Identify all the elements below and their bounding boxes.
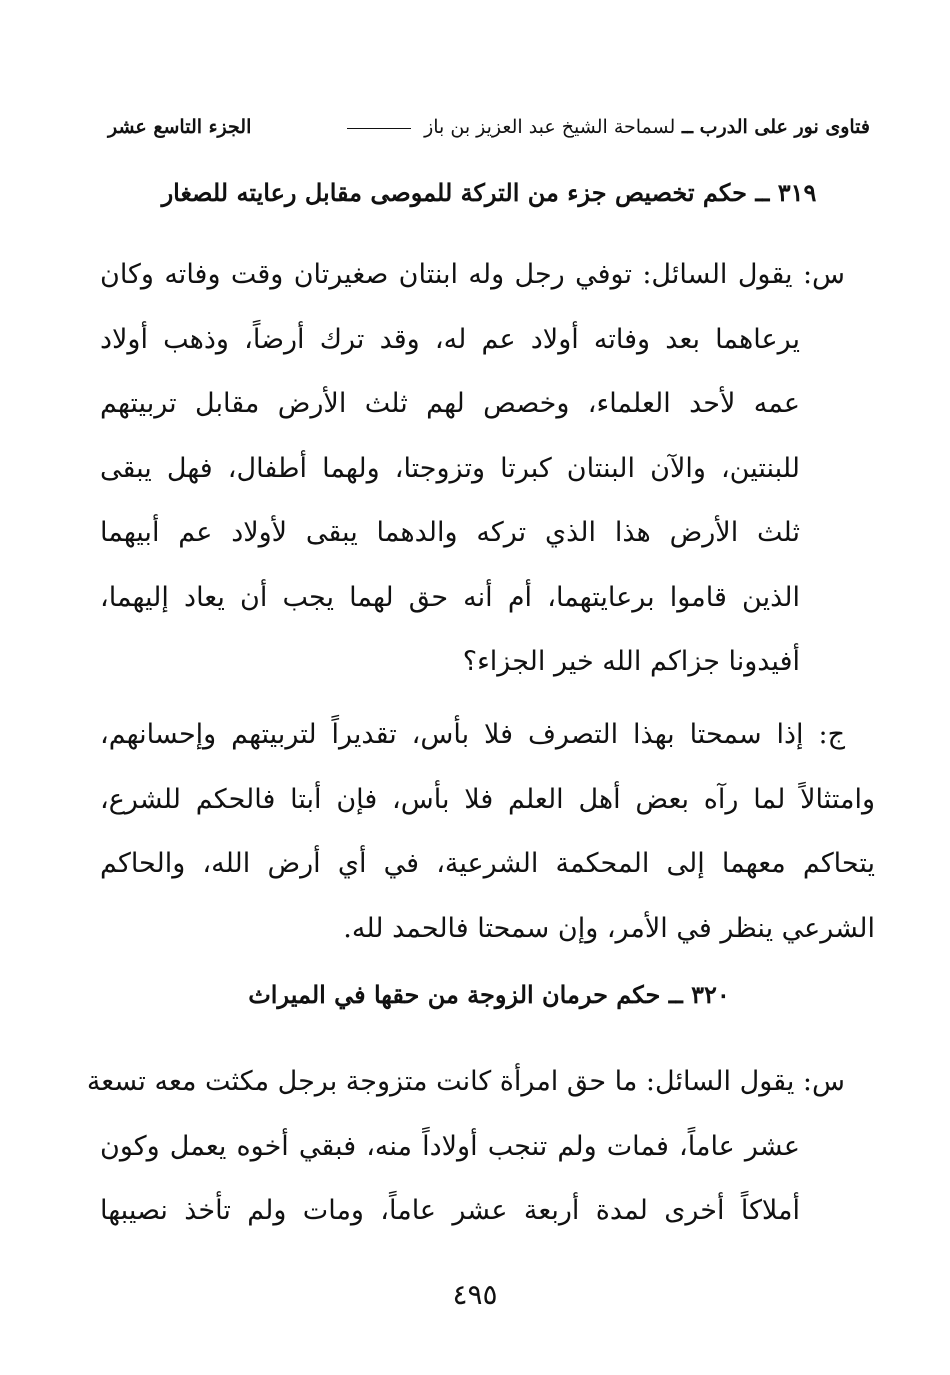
- volume-label: الجزء التاسع عشر: [108, 116, 252, 138]
- question-line: يرعاهما بعد وفاته أولاد عم له، وقد ترك أرضاً، وذهب أولاد: [100, 323, 800, 355]
- question-line: س: يقول السائل: توفي رجل وله ابنتان صغيرتان وقت وفاته وكان: [100, 259, 845, 290]
- question-line: عشر عاماً، فمات ولم تنجب أولاداً منه، فبقي أخوه يعمل وكون: [100, 1130, 800, 1162]
- page-number: ٤٩٥: [452, 1278, 498, 1311]
- question-paragraph-319: [100, 243, 845, 695]
- answer-line: يتحاكم معهما إلى المحكمة الشرعية، في أي أرض الله، والحاكم: [100, 848, 875, 879]
- question-line: الذين قاموا برعايتهما، أم أنه حق لهما يجب أن يعاد إليهما،: [100, 581, 800, 613]
- question-paragraph-320: [86, 1050, 845, 1244]
- section-heading-320: ٣٢٠ ــ حكم حرمان الزوجة من حقها في الميراث: [248, 980, 730, 1009]
- question-line: س: يقول السائل: ما حق امرأة كانت متزوجة برجل مكثت معه تسعة: [86, 1066, 845, 1097]
- question-line: أملاكاً أخرى لمدة أربعة عشر عاماً، ومات ولم تأخذ نصيبها: [100, 1195, 800, 1226]
- book-title: فتاوى نور على الدرب ــ: [681, 116, 870, 138]
- question-line: ثلث الأرض هذا الذي تركه والدهما يبقى لأولاد عم أبيهما: [100, 517, 800, 548]
- question-line: أفيدونا جزاكم الله خير الجزاء؟: [462, 646, 800, 677]
- answer-line: الشرعي ينظر في الأمر، وإن سمحتا فالحمد لله.: [343, 912, 875, 944]
- section-heading-319: ٣١٩ ــ حكم تخصيص جزء من التركة للموصى مقابل رعايته للصغار: [161, 178, 817, 207]
- answer-paragraph-319: [100, 703, 875, 961]
- question-line: عمه لأحد العلماء، وخصص لهم ثلث الأرض مقابل تربيتهم: [100, 388, 800, 419]
- answer-line: وامتثالاً لما رآه بعض أهل العلم فلا بأس، فإن أبتا فالحكم للشرع،: [100, 783, 875, 815]
- header-rule: [347, 128, 411, 129]
- running-header: [108, 116, 870, 138]
- header-left-group: [341, 116, 870, 138]
- question-line: للبنتين، والآن البنتان كبرتا وتزوجتا، ولهما أطفال، فهل يبقى: [100, 452, 800, 484]
- answer-line: ج: إذا سمحتا بهذا التصرف فلا بأس، تقديراً لتربيتهم وإحسانهم،: [100, 719, 845, 750]
- author-name: لسماحة الشيخ عبد العزيز بن باز: [424, 116, 676, 138]
